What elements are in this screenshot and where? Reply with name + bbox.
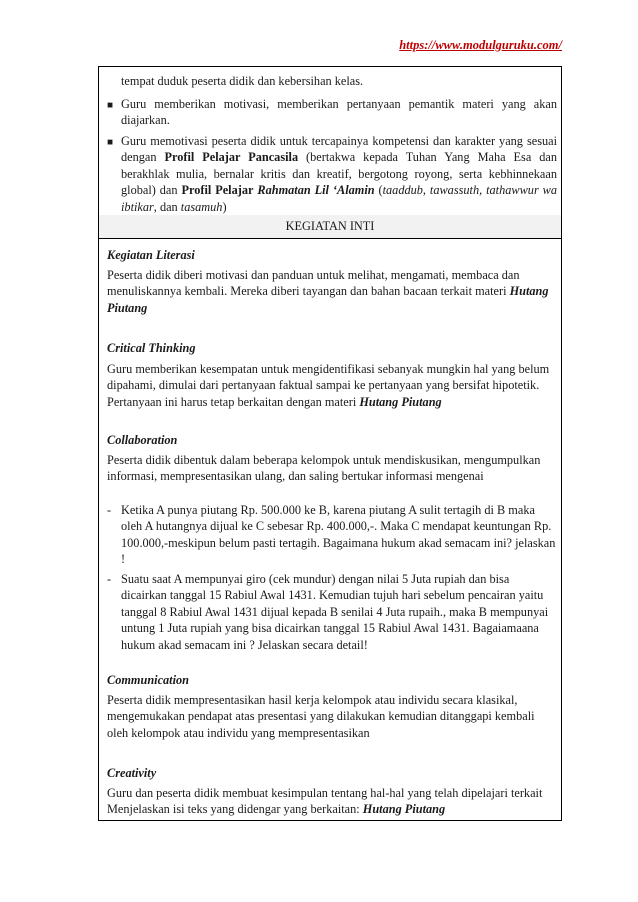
bullet-profile bbox=[121, 133, 557, 215]
communication-text: Peserta didik mempresentasikan hasil kerja kelompok atau individu secara klasikal, mengemukakan pendapat atas presentasi yang dilakukan kemudian ditanggapi kembali oleh kelompok atau individu yang mempresentasikan bbox=[107, 693, 535, 740]
bullet-profile-text-2: (bertakwa kepada Tuhan Yang Maha Esa dan berakhlak mulia, bernalar kritis dan kreatif, bergotong royong, serta kebhinnekaan global) dan bbox=[121, 150, 557, 198]
critical-heading: Critical Thinking bbox=[107, 341, 196, 355]
open-paren: ( bbox=[374, 183, 383, 198]
creativity-heading: Creativity bbox=[107, 766, 157, 780]
close-paren: ) bbox=[222, 199, 227, 214]
square-bullet-icon: ■ bbox=[107, 100, 114, 111]
literasi-topic: Hutang Piutang bbox=[107, 284, 549, 315]
critical-text bbox=[107, 361, 557, 410]
and-text: , dan bbox=[153, 199, 181, 214]
collaboration-heading: Collaboration bbox=[107, 433, 178, 447]
creativity-body: Guru dan peserta didik membuat kesimpulan tentang hal-hal yang telah dipelajari terkait Menjelaskan isi teks yang didengar yang berkaitan: bbox=[107, 786, 543, 817]
collaboration-item-2: Suatu saat A mempunyai giro (cek mundur) dengan nilai 5 Juta rupiah dan bisa dicairkan tanggal 15 Rabiul Awal 1431. Kemudian tujuh hari sebelum pencairan yaitu tanggal 8 Rabiul Awal 1431 dijual kepada B senilai 4 Juta rupaih., maka B mempunyai untung 1 Juta rupiah yang bisa dicairkan tanggal 15 Rabiul Awal 1431. Bagaiamaana hukum akad semacam ini ? Jelaskan secara detail! bbox=[121, 572, 549, 652]
continuation-text: tempat duduk peserta didik dan kebersihan kelas. bbox=[121, 74, 364, 88]
bullet-motivation: Guru memberikan motivasi, memberikan pertanyaan pemantik materi yang akan diajarkan. bbox=[121, 97, 557, 128]
literasi-body: Peserta didik diberi motivasi dan panduan untuk melihat, mengamati, membaca dan menuliskannya kembali. Mereka diberi tayangan dan bahan bacaan terkait materi bbox=[107, 268, 520, 299]
section-header: KEGIATAN INTI bbox=[99, 215, 561, 239]
communication-heading: Communication bbox=[107, 673, 190, 687]
dash-bullet: - bbox=[107, 503, 112, 517]
opening-activities-cell bbox=[99, 67, 561, 216]
collaboration-item-1: Ketika A punya piutang Rp. 500.000 ke B, karena piutang A sulit tertagih di B maka oleh A hutangnya dijual ke C sebesar Rp. 400.000,-. Maka C mendapat keuntungan Rp. 100.000,-meskipun belum pasti tertagih. Bagaimana hukum akad semacam ini? jelaskan ! bbox=[121, 503, 556, 567]
critical-body: Guru memberikan kesempatan untuk mengidentifikasi sebanyak mungkin hal yang belum dipahami, dimulai dari pertanyaan faktual sampai ke pertanyaan yang bersifat hipotetik. Pertanyaan ini harus tetap berkaitan dengan materi bbox=[107, 362, 550, 409]
dash-bullet: - bbox=[107, 572, 112, 586]
literasi-text bbox=[107, 267, 557, 316]
bullet-profile-text-1: Guru memotivasi peserta didik untuk tercapainya kompetensi dan karakter yang sesuai dengan bbox=[121, 134, 557, 165]
rahmatan-lil-alamin: Rahmatan Lil ‘Alamin bbox=[257, 183, 375, 198]
creativity-text bbox=[107, 785, 557, 818]
profil-pancasila: Profil Pelajar Pancasila bbox=[164, 150, 299, 165]
header-url-link[interactable]: https://www.modulguruku.com/ bbox=[399, 38, 562, 52]
profil-pelajar: Profil Pelajar bbox=[181, 183, 254, 198]
values-list: taaddub, tawassuth, tathawwur wa ibtikar bbox=[121, 183, 558, 214]
collaboration-text: Peserta didik dibentuk dalam beberapa kelompok untuk mendiskusikan, mengumpulkan informasi, mempresentasikan ulang, dan saling bertukar informasi mengenai bbox=[107, 453, 541, 484]
square-bullet-icon: ■ bbox=[107, 137, 114, 148]
tasamuh: tasamuh bbox=[180, 199, 223, 214]
literasi-heading: Kegiatan Literasi bbox=[107, 248, 195, 262]
lesson-activity-table bbox=[98, 66, 562, 821]
creativity-topic: Hutang Piutang bbox=[362, 802, 446, 817]
critical-topic: Hutang Piutang bbox=[359, 394, 442, 409]
